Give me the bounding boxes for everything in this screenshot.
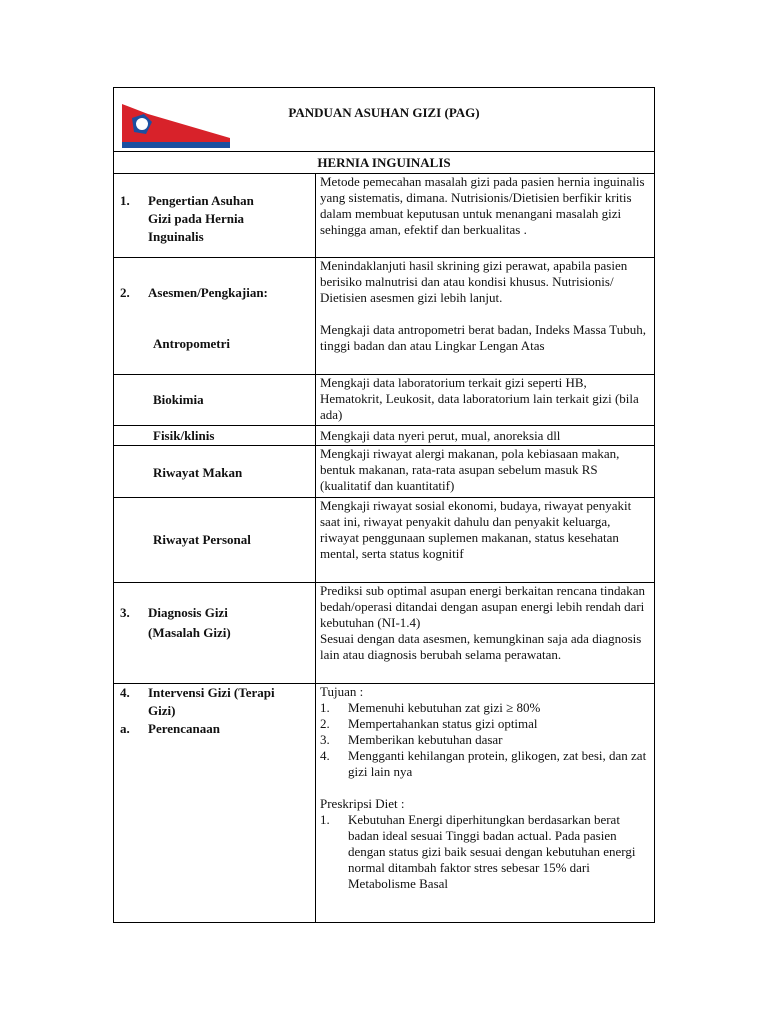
row-label: Intervensi Gizi (Terapi (148, 685, 275, 700)
row-text-cell (316, 446, 654, 497)
row-text: Sesuai dengan data asesmen, kemungkinan saja ada diagnosis lain atau diagnosis berubah selama perawatan. (320, 631, 642, 662)
row-label: Riwayat Personal (153, 532, 251, 547)
row-text-cell (316, 684, 654, 922)
document-table (113, 87, 655, 923)
document-title: PANDUAN ASUHAN GIZI (PAG) (288, 105, 480, 120)
row-riwayat-makan (114, 446, 654, 498)
row-text: Prediksi sub optimal asupan energi berkaitan rencana tindakan bedah/operasi ditandai dengan asupan energi lebih rendah dari kebutuhan (NI-1.4) (320, 583, 646, 630)
list-item: 4. Mengganti kehilangan protein, glikogen, zat besi, dan zat gizi lain nya (320, 748, 647, 779)
preskripsi-list (320, 812, 650, 892)
row-label-cell (114, 258, 316, 374)
row-label-cell (114, 498, 316, 582)
sub-label: Perencanaan (148, 721, 220, 736)
row-text: Mengkaji data nyeri perut, mual, anoreksia dll (320, 428, 561, 443)
row-text: Mengkaji riwayat sosial ekonomi, budaya, riwayat penyakit saat ini, riwayat penyakit dahulu dan penyakit keluarga, riwayat penggunaan suplemen makanan, status kesehatan mental, serta status kognitif (320, 498, 632, 561)
row-text: Menindaklanjuti hasil skrining gizi perawat, apabila pasien berisiko malnutrisi dan atau kondisi khusus. Nutrisionis/ Dietisien asesmen gizi lebih lanjut. (320, 258, 628, 305)
row-label: Asesmen/Pengkajian: (148, 285, 268, 300)
row-text: Mengkaji riwayat alergi makanan, pola kebiasaan makan, bentuk makanan, rata-rata asupan sebelum masuk RS (kualitatif dan kuantitatif) (320, 446, 620, 493)
row-text: Mengkaji data antropometri berat badan, Indeks Massa Tubuh, tinggi badan dan atau Lingkar Lengan Atas (320, 322, 647, 353)
list-item: 3. Memberikan kebutuhan dasar (320, 732, 503, 747)
row-number: 4. (120, 685, 130, 700)
row-text-cell (316, 174, 654, 257)
row-asesmen (114, 258, 654, 375)
row-number: 2. (120, 285, 130, 300)
list-item: 1. Memenuhi kebutuhan zat gizi ≥ 80% (320, 700, 541, 715)
row-text-cell (316, 258, 654, 374)
row-label-cell (114, 426, 316, 445)
row-text-cell (316, 498, 654, 582)
row-diagnosis (114, 583, 654, 684)
row-number: 1. (120, 193, 130, 208)
row-intervensi (114, 684, 654, 922)
sub-label: Antropometri (153, 336, 231, 351)
row-fisik (114, 426, 654, 446)
subtitle-row (114, 152, 654, 174)
tujuan-label: Tujuan : (320, 684, 364, 699)
row-label-cell (114, 684, 316, 922)
sub-number: a. (120, 721, 130, 736)
row-label-cell (114, 446, 316, 497)
row-label-cell (114, 375, 316, 425)
row-text-cell (316, 583, 654, 683)
header-row (114, 88, 654, 152)
row-biokimia (114, 375, 654, 426)
row-number: 3. (120, 605, 130, 620)
row-label: Riwayat Makan (153, 465, 243, 480)
row-label: (Masalah Gizi) (148, 625, 231, 640)
row-label: Pengertian Asuhan (148, 193, 254, 208)
row-text: Metode pemecahan masalah gizi pada pasien hernia inguinalis yang sistematis, dimana. Nutrisionis/Dietisien berfikir kritis dalam membuat keputusan untuk menangani masalah gizi sehingga aman, efektif dan berkualitas . (320, 174, 645, 237)
row-text-cell (316, 426, 654, 445)
list-item: 1. Kebutuhan Energi diperhitungkan berdasarkan berat badan ideal sesuai Tinggi badan actual. Pada pasien dengan status gizi baik sesuai dengan kebutuhan energi normal ditambah faktor stres sebesar 15% dari Metabolisme Basal (320, 812, 636, 891)
section-title: HERNIA INGUINALIS (317, 155, 451, 170)
row-label: Gizi pada Hernia (148, 211, 245, 226)
row-label: Inguinalis (148, 229, 204, 244)
row-text: Mengkaji data laboratorium terkait gizi seperti HB, Hematokrit, Leukosit, data laboratorium lain terkait gizi (bila ada) (320, 375, 639, 422)
row-riwayat-personal (114, 498, 654, 583)
row-pengertian (114, 174, 654, 258)
row-label: Biokimia (153, 392, 204, 407)
preskripsi-label: Preskripsi Diet : (320, 796, 405, 811)
list-item: 2. Mempertahankan status gizi optimal (320, 716, 538, 731)
row-label-cell (114, 583, 316, 683)
row-text-cell (316, 375, 654, 425)
tujuan-list (320, 700, 650, 780)
logo-graphic (122, 104, 230, 148)
row-label: Fisik/klinis (153, 428, 215, 443)
row-label: Diagnosis Gizi (148, 605, 228, 620)
row-label-cell (114, 174, 316, 257)
row-label: Gizi) (148, 703, 176, 718)
hospital-logo (122, 104, 230, 148)
